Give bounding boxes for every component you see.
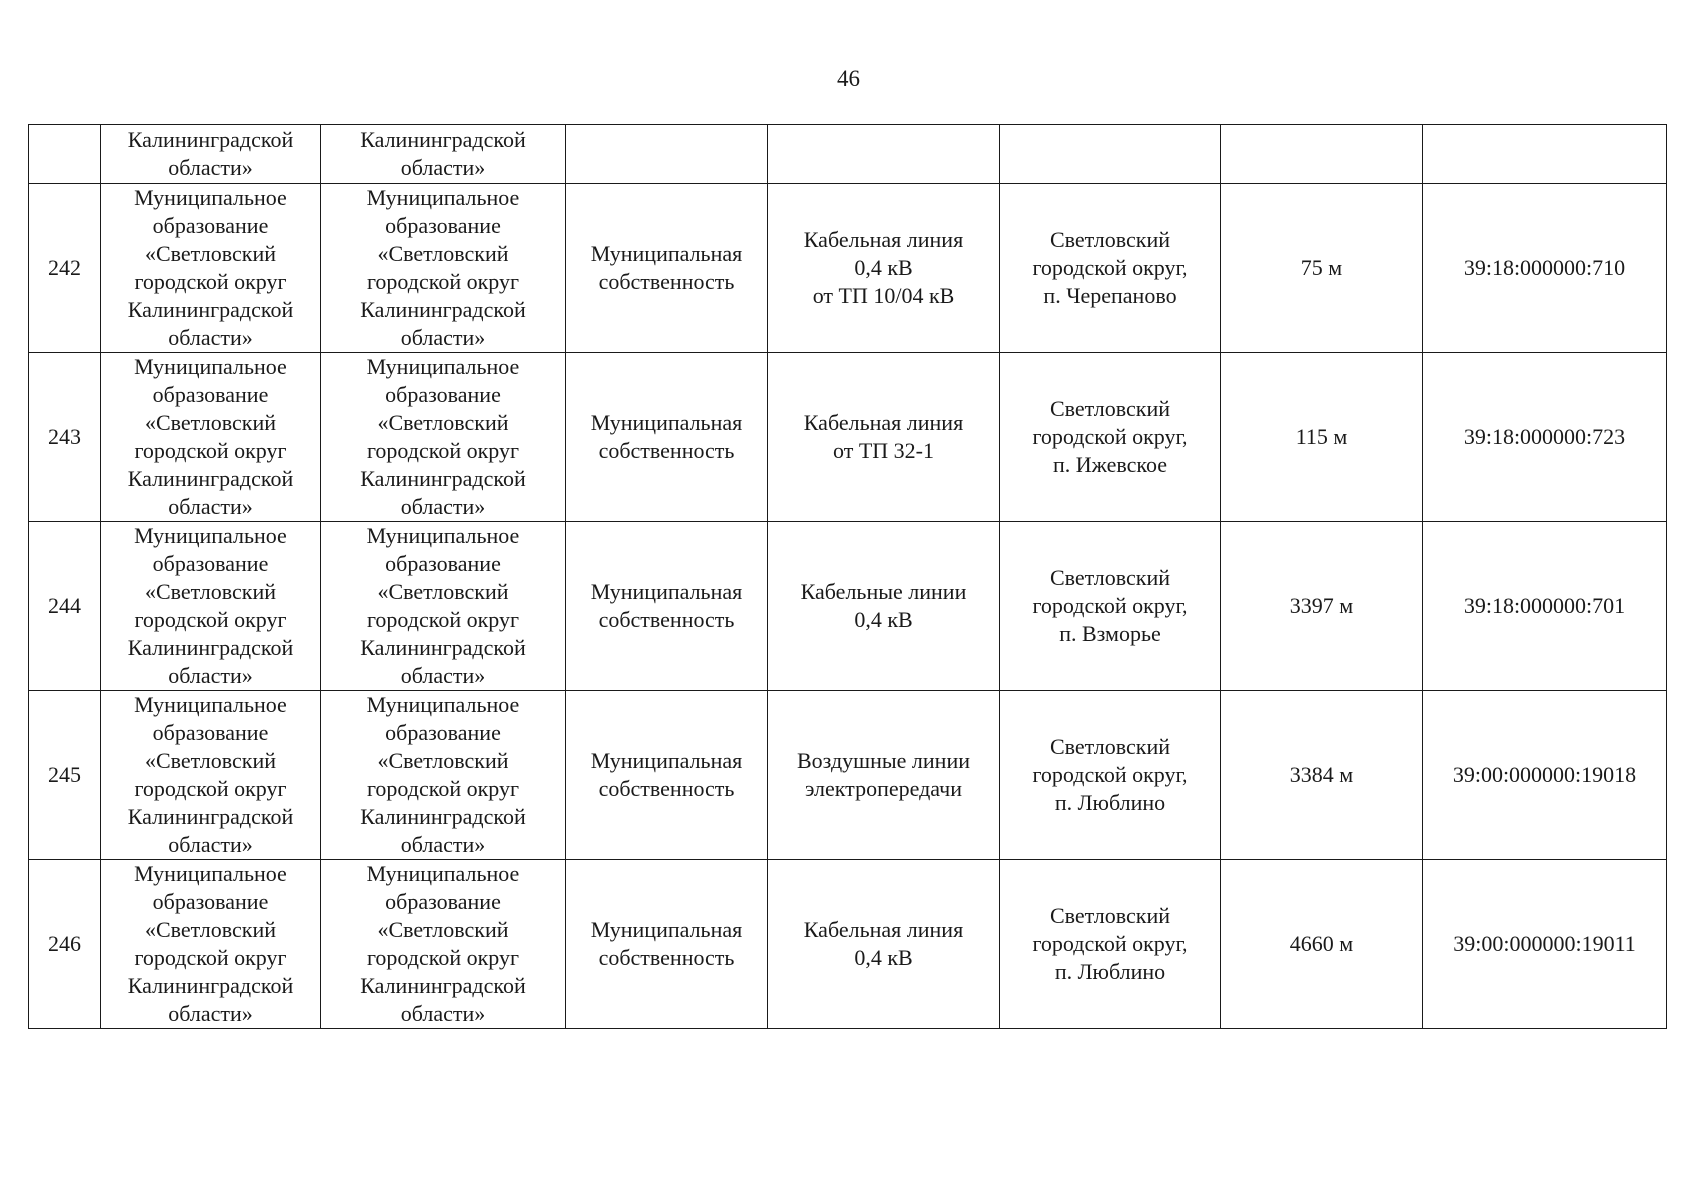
cell-ownership: Муниципальная собственность [566, 353, 768, 522]
cell-holder: Муниципальное образование «Светловский городской округ Калининградской области» [321, 353, 566, 522]
cell-holder: Муниципальное образование «Светловский городской округ Калининградской области» [321, 184, 566, 353]
cell-holder: Калининградской области» [321, 125, 566, 184]
cell-address: Светловский городской округ, п. Люблино [1000, 860, 1221, 1029]
table-row [29, 860, 1667, 1029]
cell-ownership: Муниципальная собственность [566, 860, 768, 1029]
cell-owner: Муниципальное образование «Светловский городской округ Калининградской области» [101, 522, 321, 691]
property-register-table [28, 124, 1667, 1029]
cell-ownership [566, 125, 768, 184]
cell-cadastral [1423, 125, 1667, 184]
table-row [29, 353, 1667, 522]
cell-object: Кабельная линия от ТП 32-1 [768, 353, 1000, 522]
cell-cadastral: 39:18:000000:710 [1423, 184, 1667, 353]
cell-cadastral: 39:00:000000:19018 [1423, 691, 1667, 860]
cell-owner: Муниципальное образование «Светловский городской округ Калининградской области» [101, 353, 321, 522]
cell-length: 75 м [1221, 184, 1423, 353]
cell-holder: Муниципальное образование «Светловский городской округ Калининградской области» [321, 691, 566, 860]
cell-owner: Муниципальное образование «Светловский городской округ Калининградской области» [101, 691, 321, 860]
table-row [29, 691, 1667, 860]
table-row [29, 522, 1667, 691]
cell-object: Кабельная линия 0,4 кВ [768, 860, 1000, 1029]
cell-object [768, 125, 1000, 184]
cell-cadastral: 39:18:000000:723 [1423, 353, 1667, 522]
cell-address [1000, 125, 1221, 184]
cell-owner: Муниципальное образование «Светловский городской округ Калининградской области» [101, 184, 321, 353]
cell-holder: Муниципальное образование «Светловский городской округ Калининградской области» [321, 860, 566, 1029]
cell-object: Воздушные линии электропередачи [768, 691, 1000, 860]
cell-address: Светловский городской округ, п. Черепаново [1000, 184, 1221, 353]
cell-object: Кабельная линия 0,4 кВ от ТП 10/04 кВ [768, 184, 1000, 353]
cell-ownership: Муниципальная собственность [566, 184, 768, 353]
cell-number: 246 [29, 860, 101, 1029]
cell-length [1221, 125, 1423, 184]
cell-length: 3384 м [1221, 691, 1423, 860]
cell-ownership: Муниципальная собственность [566, 522, 768, 691]
cell-number: 243 [29, 353, 101, 522]
cell-address: Светловский городской округ, п. Ижевское [1000, 353, 1221, 522]
cell-number: 244 [29, 522, 101, 691]
cell-owner: Муниципальное образование «Светловский городской округ Калининградской области» [101, 860, 321, 1029]
cell-object: Кабельные линии 0,4 кВ [768, 522, 1000, 691]
cell-cadastral: 39:18:000000:701 [1423, 522, 1667, 691]
cell-length: 4660 м [1221, 860, 1423, 1029]
cell-address: Светловский городской округ, п. Взморье [1000, 522, 1221, 691]
cell-holder: Муниципальное образование «Светловский городской округ Калининградской области» [321, 522, 566, 691]
cell-ownership: Муниципальная собственность [566, 691, 768, 860]
continuation-row [29, 125, 1667, 184]
cell-cadastral: 39:00:000000:19011 [1423, 860, 1667, 1029]
cell-length: 3397 м [1221, 522, 1423, 691]
cell-address: Светловский городской округ, п. Люблино [1000, 691, 1221, 860]
cell-number [29, 125, 101, 184]
cell-number: 242 [29, 184, 101, 353]
cell-owner: Калининградской области» [101, 125, 321, 184]
cell-length: 115 м [1221, 353, 1423, 522]
table-row [29, 184, 1667, 353]
page-number: 46 [837, 66, 860, 91]
cell-number: 245 [29, 691, 101, 860]
